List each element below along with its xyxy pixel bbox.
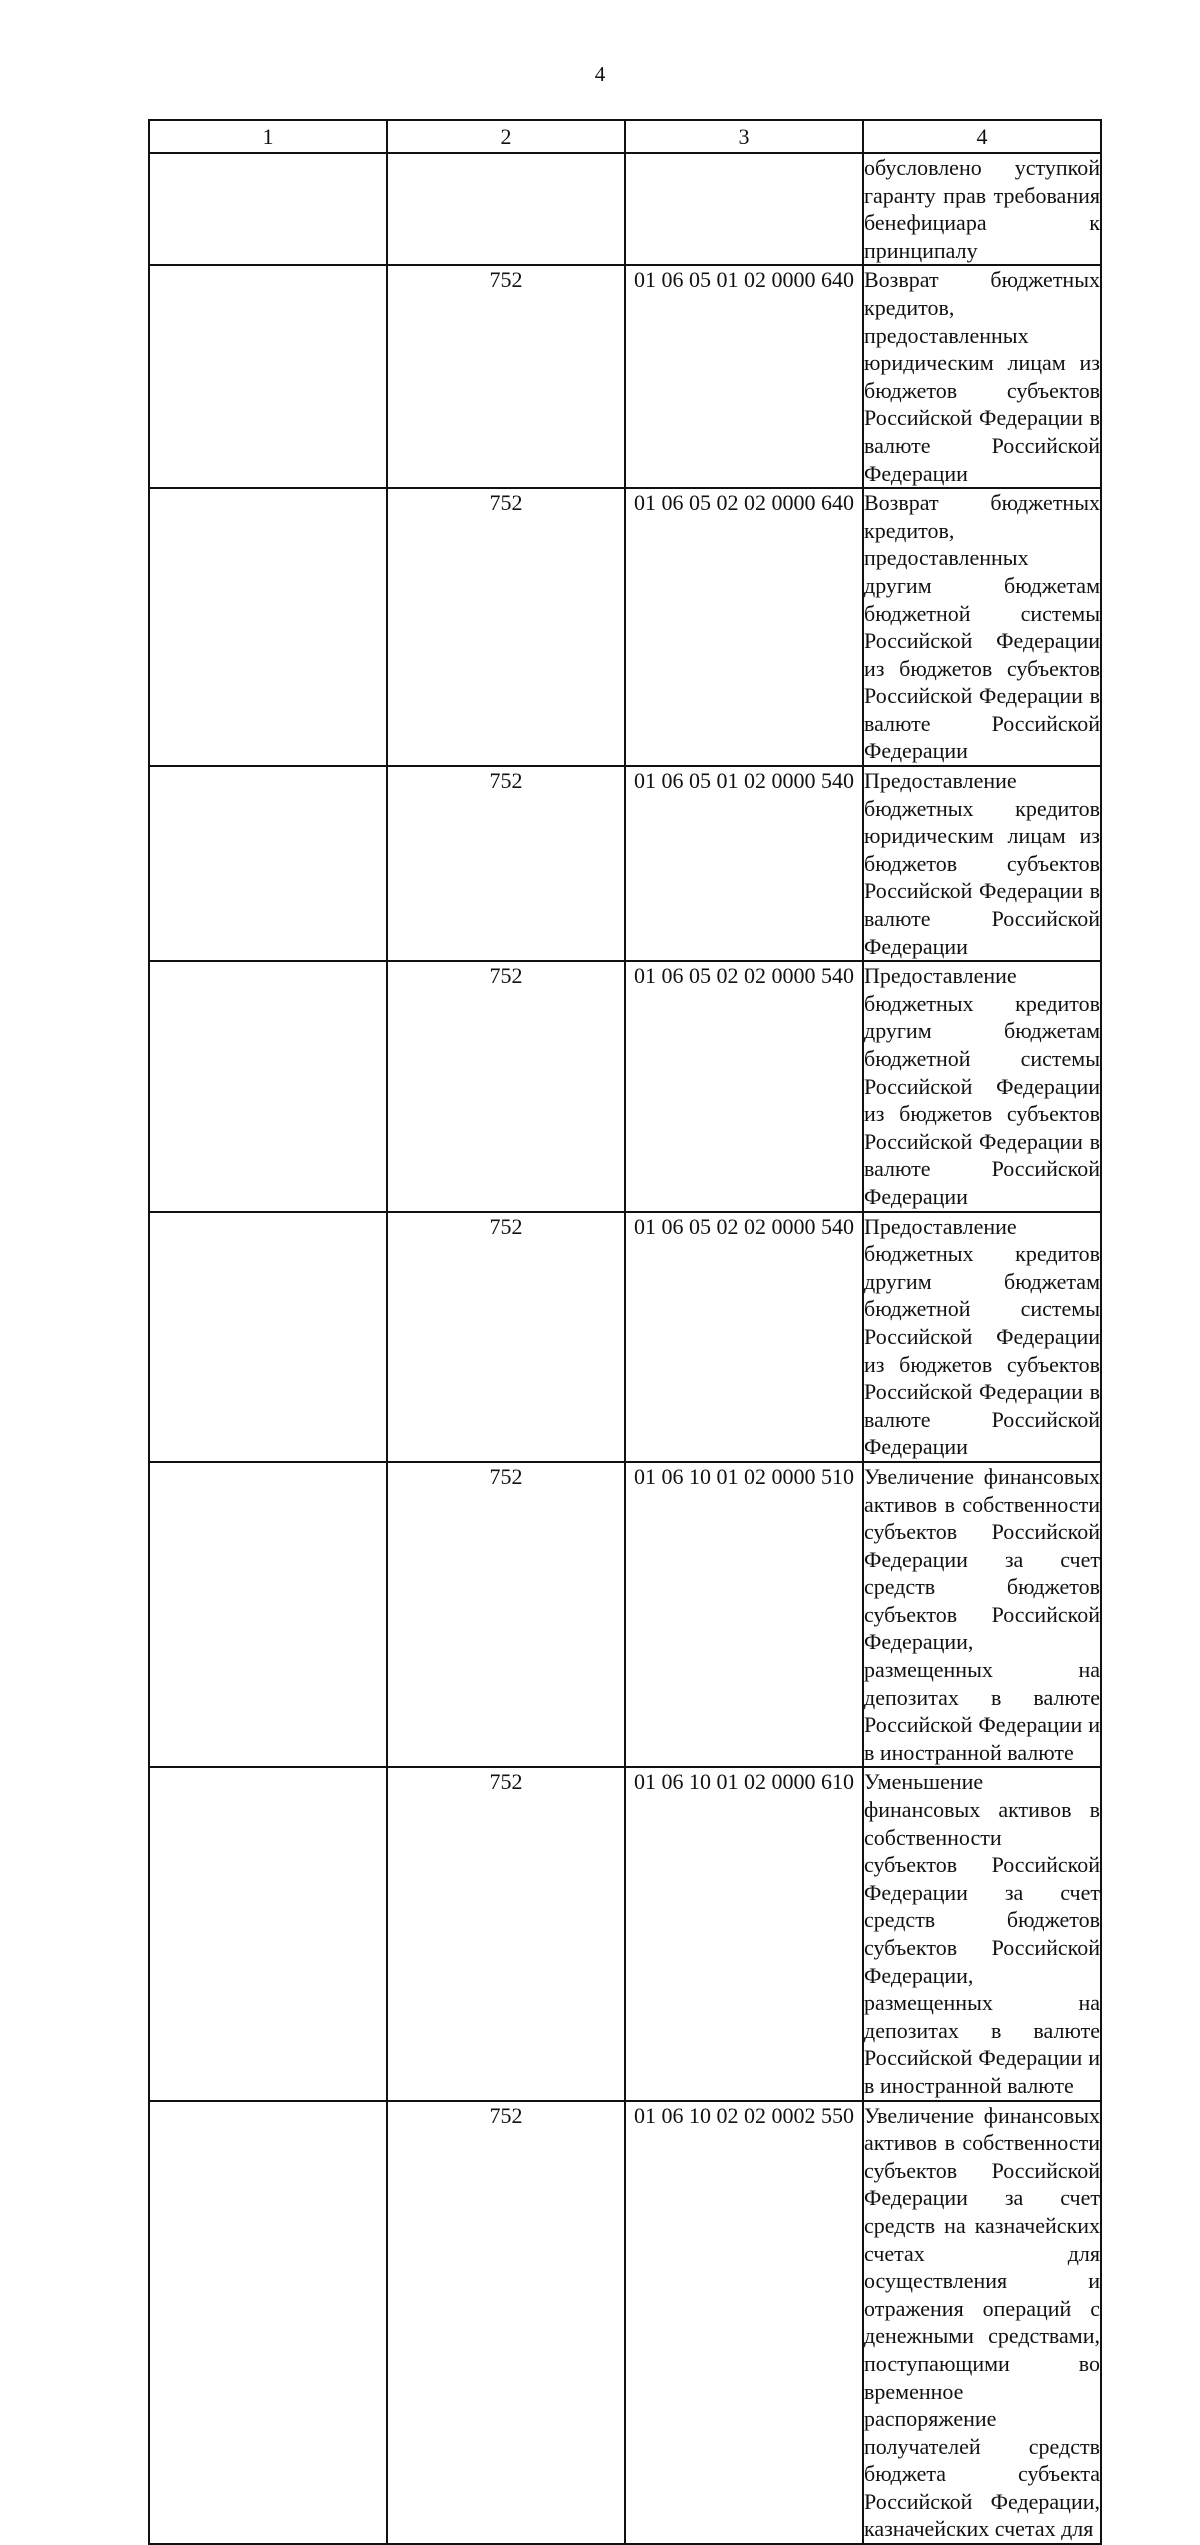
cell-admin-code: 752 — [387, 1212, 625, 1462]
table-header-row — [149, 120, 1101, 153]
cell-col-1 — [149, 961, 387, 1211]
cell-admin-code — [387, 153, 625, 265]
cell-col-1 — [149, 1462, 387, 1768]
cell-description: Предоставление бюджетных кредитов другим бюджетам бюджетной системы Российской Федерации из бюджетов субъектов Российской Федерации в валюте Российской Федерации — [863, 961, 1101, 1211]
header-col-1: 1 — [149, 120, 387, 153]
cell-description: обусловлено уступкой гаранту прав требования бенефициара к принципалу — [863, 153, 1101, 265]
cell-description: Увеличение финансовых активов в собственности субъектов Российской Федерации за счет средств бюджетов субъектов Российской Федерации, размещенных на депозитах в валюте Российской Федерации и в иностранной валюте — [863, 1462, 1101, 1768]
cell-budget-code — [625, 153, 863, 265]
table-row — [149, 153, 1101, 265]
cell-col-1 — [149, 488, 387, 766]
budget-codes-table — [148, 119, 1102, 2545]
table-row — [149, 488, 1101, 766]
cell-admin-code: 752 — [387, 488, 625, 766]
cell-col-1 — [149, 153, 387, 265]
table-row — [149, 2101, 1101, 2545]
cell-admin-code: 752 — [387, 1462, 625, 1768]
cell-col-1 — [149, 1212, 387, 1462]
page-number: 4 — [594, 62, 606, 86]
cell-description: Увеличение финансовых активов в собственности субъектов Российской Федерации за счет средств на казначейских счетах для осуществления и отражения операций с денежными средствами, поступающими во временное распоряжение получателей средств бюджета субъекта Российской Федерации, казначейских счетах для — [863, 2101, 1101, 2545]
cell-budget-code: 01 06 05 02 02 0000 540 — [625, 1212, 863, 1462]
cell-admin-code: 752 — [387, 766, 625, 961]
cell-budget-code: 01 06 05 02 02 0000 540 — [625, 961, 863, 1211]
header-col-4: 4 — [863, 120, 1101, 153]
cell-budget-code: 01 06 05 01 02 0000 540 — [625, 766, 863, 961]
cell-description: Возврат бюджетных кредитов, предоставленных юридическим лицам из бюджетов субъектов Российской Федерации в валюте Российской Федерации — [863, 265, 1101, 488]
cell-col-1 — [149, 2101, 387, 2545]
table-row — [149, 1212, 1101, 1462]
cell-description: Предоставление бюджетных кредитов юридическим лицам из бюджетов субъектов Российской Федерации в валюте Российской Федерации — [863, 766, 1101, 961]
cell-col-1 — [149, 766, 387, 961]
cell-admin-code: 752 — [387, 2101, 625, 2545]
cell-description: Уменьшение финансовых активов в собственности субъектов Российской Федерации за счет средств бюджетов субъектов Российской Федерации, размещенных на депозитах в валюте Российской Федерации и в иностранной валюте — [863, 1767, 1101, 2100]
table-row — [149, 766, 1101, 961]
header-col-2: 2 — [387, 120, 625, 153]
table-row — [149, 265, 1101, 488]
cell-admin-code: 752 — [387, 265, 625, 488]
table-row — [149, 1462, 1101, 1768]
table-row — [149, 961, 1101, 1211]
cell-budget-code: 01 06 05 01 02 0000 640 — [625, 265, 863, 488]
cell-admin-code: 752 — [387, 961, 625, 1211]
cell-budget-code: 01 06 10 01 02 0000 510 — [625, 1462, 863, 1768]
header-col-3: 3 — [625, 120, 863, 153]
cell-budget-code: 01 06 10 02 02 0002 550 — [625, 2101, 863, 2545]
cell-admin-code: 752 — [387, 1767, 625, 2100]
cell-description: Возврат бюджетных кредитов, предоставленных другим бюджетам бюджетной системы Российской Федерации из бюджетов субъектов Российской Федерации в валюте Российской Федерации — [863, 488, 1101, 766]
cell-budget-code: 01 06 05 02 02 0000 640 — [625, 488, 863, 766]
cell-col-1 — [149, 1767, 387, 2100]
cell-description: Предоставление бюджетных кредитов другим бюджетам бюджетной системы Российской Федерации из бюджетов субъектов Российской Федерации в валюте Российской Федерации — [863, 1212, 1101, 1462]
table-row — [149, 1767, 1101, 2100]
cell-budget-code: 01 06 10 01 02 0000 610 — [625, 1767, 863, 2100]
cell-col-1 — [149, 265, 387, 488]
